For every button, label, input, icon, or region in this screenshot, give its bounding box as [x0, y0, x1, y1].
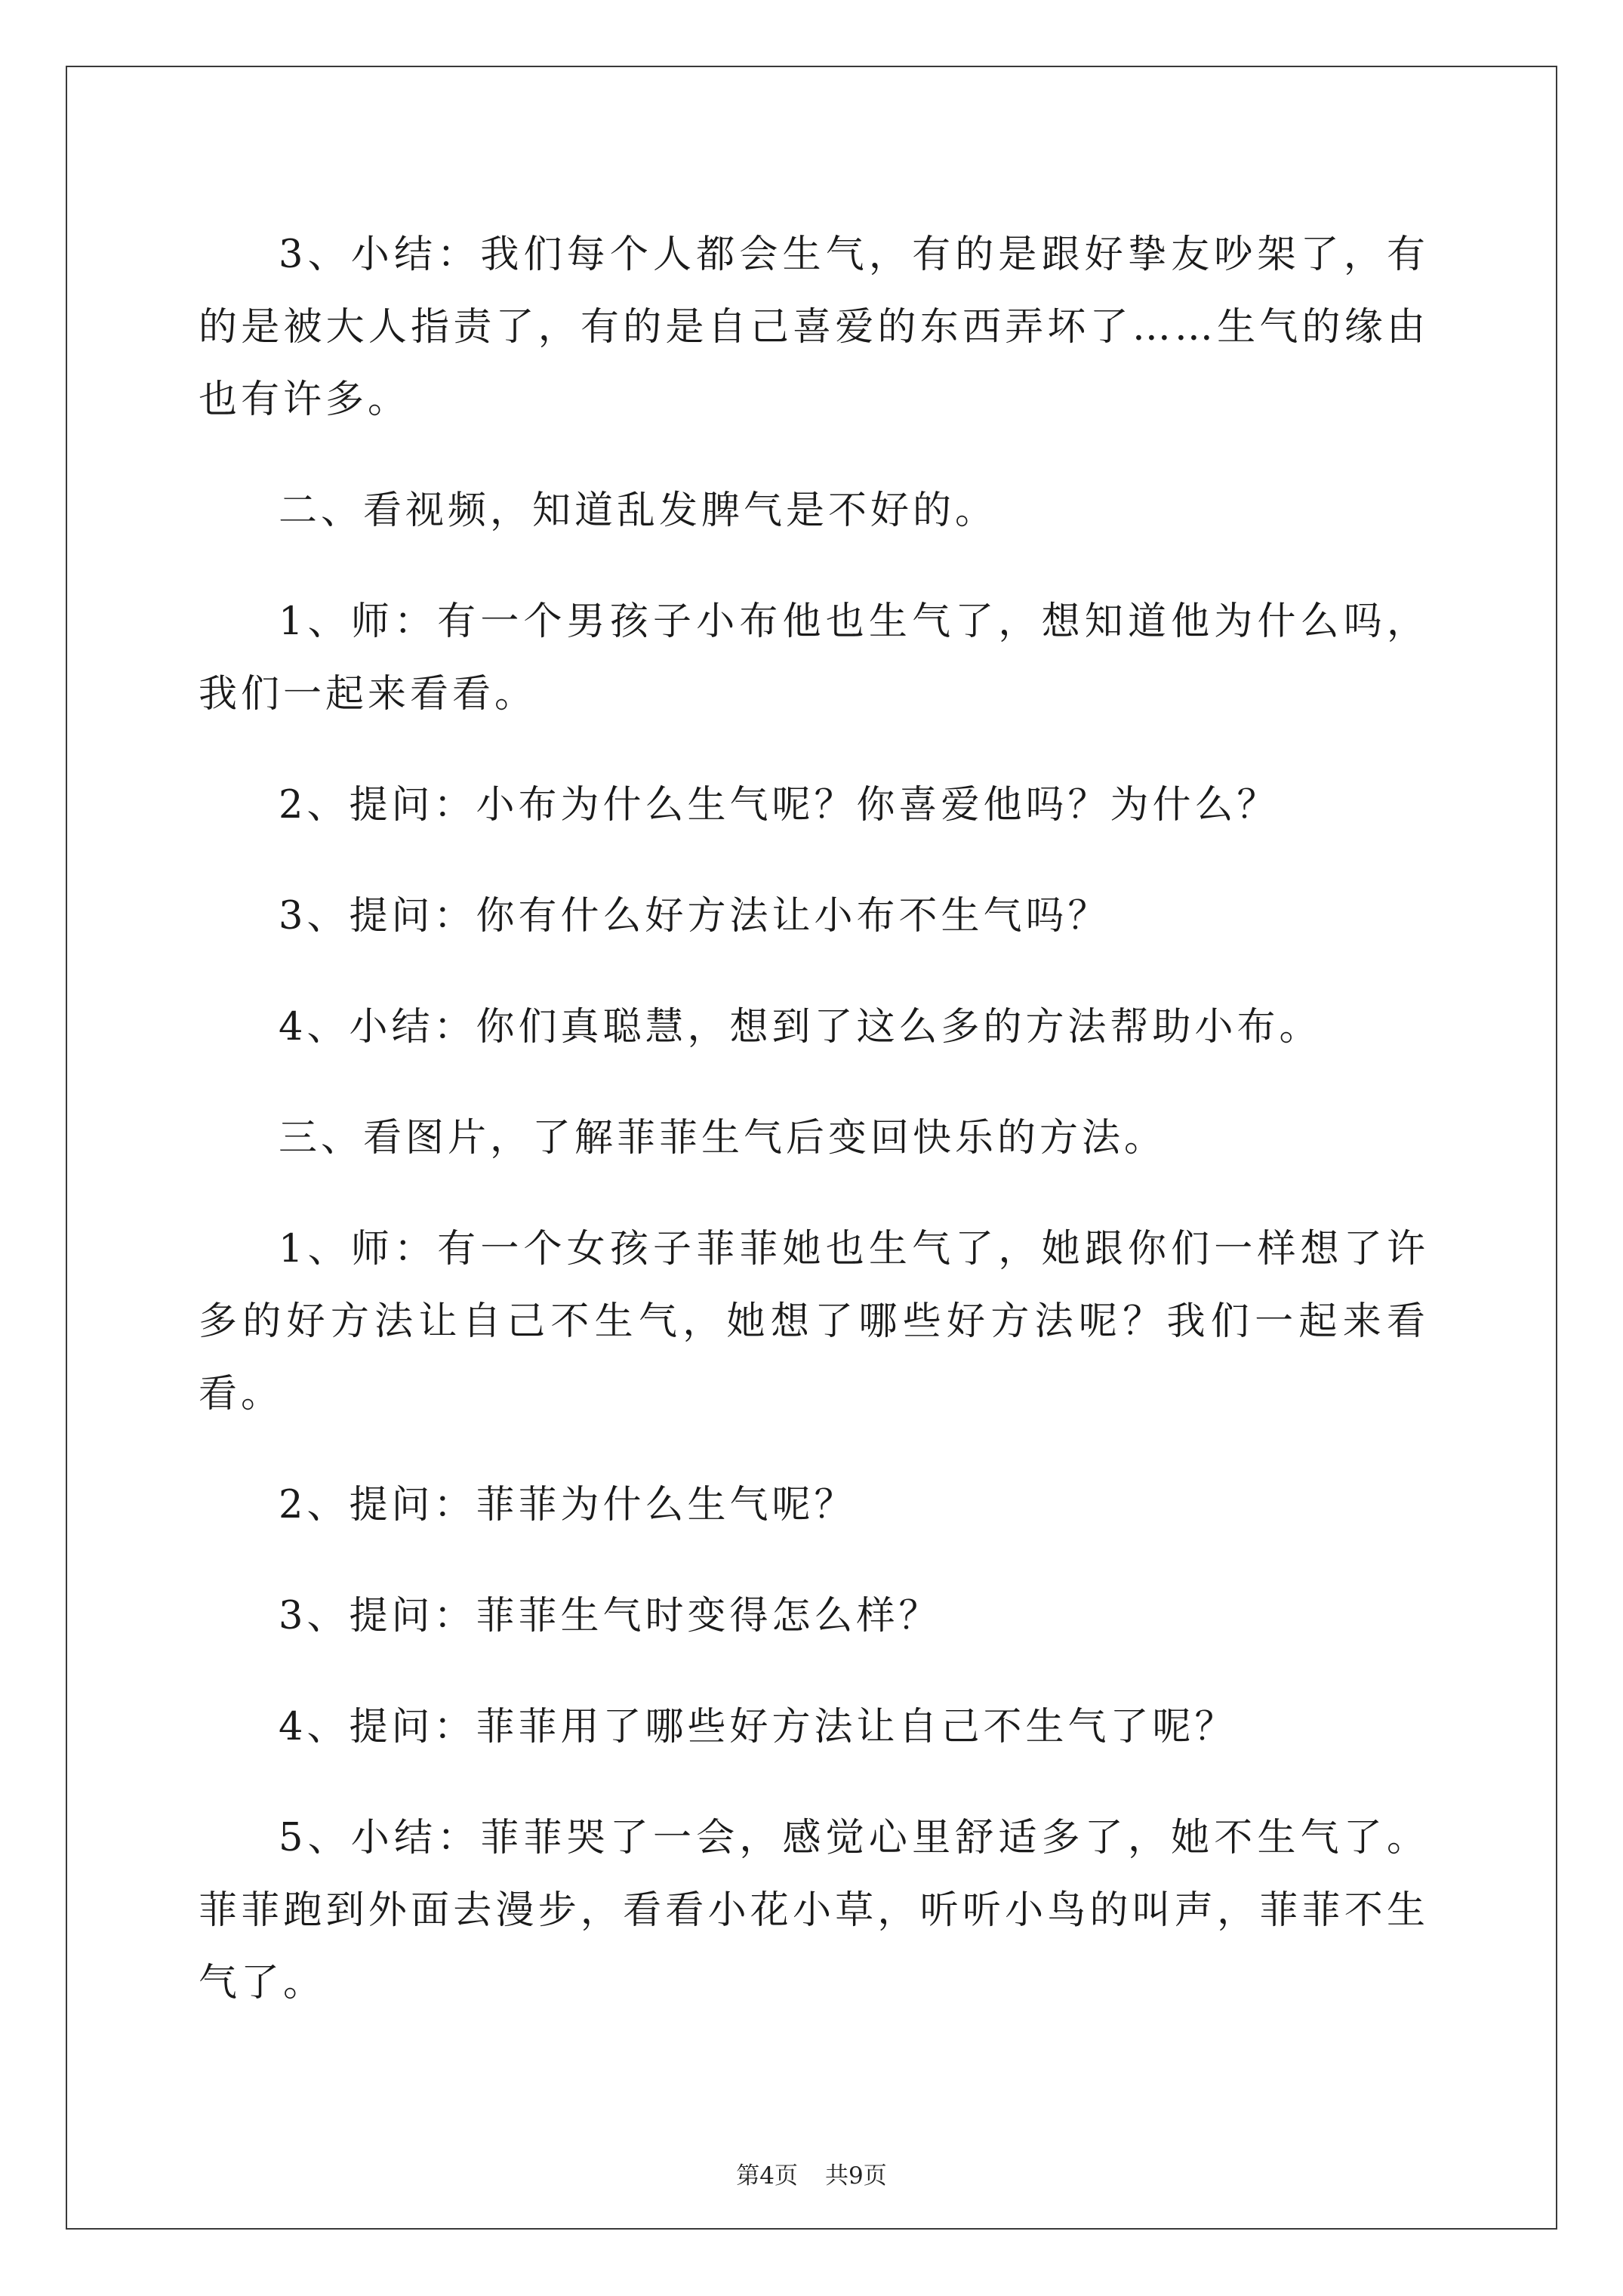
paragraph: 2、提问：小布为什么生气呢？你喜爱他吗？为什么？ [279, 783, 1280, 827]
paragraph: 1、师：有一个男孩子小布他也生气了，想知道他为什么吗，我们一起来看看。 [199, 599, 1429, 717]
paragraph: 3、小结：我们每个人都会生气，有的是跟好挚友吵架了，有的是被大人指责了，有的是自己喜爱的东西弄坏了……生气的缘由也有许多。 [199, 233, 1429, 422]
page-total: 共9页 [825, 2162, 887, 2190]
paragraph: 3、提问：菲菲生气时变得怎么样？ [279, 1594, 941, 1638]
page-number: 第4页 [736, 2162, 798, 2190]
section-heading: 二、看视频，知道乱发脾气是不好的。 [279, 488, 998, 533]
paragraph: 4、小结：你们真聪慧，想到了这么多的方法帮助小布。 [279, 1005, 1322, 1049]
paragraph: 2、提问：菲菲为什么生气呢？ [279, 1483, 857, 1527]
page-footer [0, 2161, 1623, 2191]
paragraph: 5、小结：菲菲哭了一会，感觉心里舒适多了，她不生气了。菲菲跑到外面去漫步，看看小花小草，听听小鸟的叫声，菲菲不生气了。 [199, 1816, 1429, 2005]
paragraph: 4、提问：菲菲用了哪些好方法让自己不生气了呢？ [279, 1705, 1237, 1749]
paragraph: 1、师：有一个女孩子菲菲她也生气了，她跟你们一样想了许多的好方法让自己不生气，她想了哪些好方法呢？我们一起来看看。 [199, 1227, 1429, 1416]
section-heading: 三、看图片，了解菲菲生气后变回快乐的方法。 [279, 1116, 1167, 1160]
document-body [199, 219, 1429, 2058]
paragraph: 3、提问：你有什么好方法让小布不生气吗？ [279, 894, 1110, 938]
